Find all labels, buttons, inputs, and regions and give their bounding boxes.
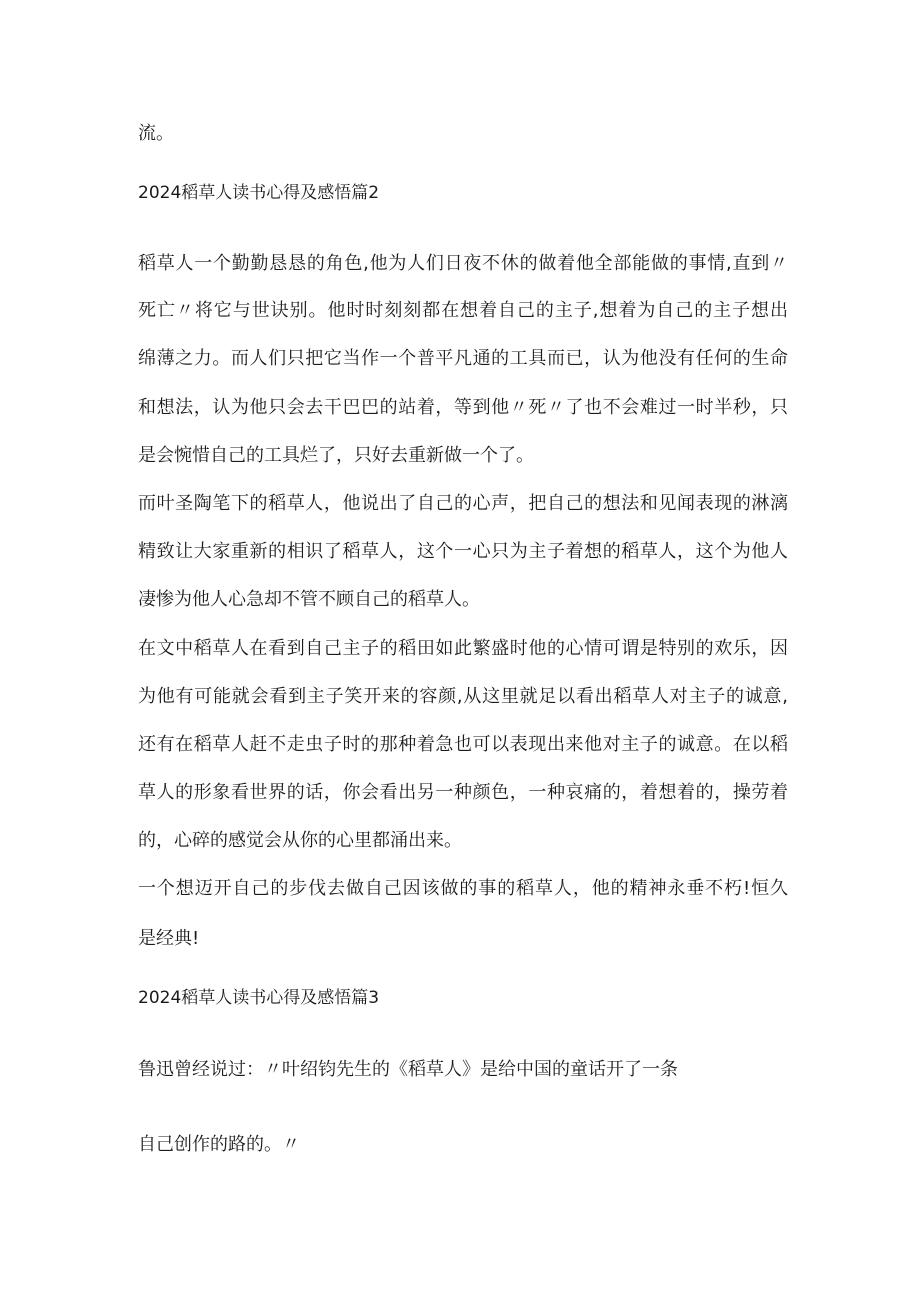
paragraph-line: 还有在稻草人赶不走虫子时的那种着急也可以表现出来他对主子的诚意。在以稻 <box>138 734 788 755</box>
paragraph-line: 草人的形象看世界的话，你会看出另一种颜色，一种哀痛的，着想着的，操劳着 <box>138 782 788 803</box>
section-heading-3: 2024稻草人读书心得及感悟篇3 <box>138 988 380 1008</box>
paragraph-line: 一个想迈开自己的步伐去做自己因该做的事的稻草人，他的精神永垂不朽!恒久 <box>138 878 788 899</box>
paragraph-line: 是经典! <box>138 928 200 949</box>
paragraph-line: 在文中稻草人在看到自己主子的稻田如此繁盛时他的心情可谓是特别的欢乐，因 <box>138 638 788 659</box>
paragraph-line: 为他有可能就会看到主子笑开来的容颜,从这里就足以看出稻草人对主子的诚意, <box>138 686 788 707</box>
paragraph-line: 自己创作的路的。〃 <box>138 1134 300 1155</box>
section-heading-2: 2024稻草人读书心得及感悟篇2 <box>138 183 380 203</box>
paragraph-line: 和想法，认为他只会去干巴巴的站着，等到他〃死〃了也不会难过一时半秒，只 <box>138 397 788 418</box>
paragraph-line: 稻草人一个勤勤恳恳的角色,他为人们日夜不休的做着他全部能做的事情,直到〃 <box>138 253 788 274</box>
paragraph-line: 是会惋惜自己的工具烂了，只好去重新做一个了。 <box>138 445 534 466</box>
paragraph-line: 死亡〃将它与世诀别。他时时刻刻都在想着自己的主子,想着为自己的主子想出 <box>138 300 788 321</box>
paragraph-line: 流。 <box>138 123 174 144</box>
paragraph-line: 绵薄之力。而人们只把它当作一个普平凡通的工具而已，认为他没有任何的生命 <box>138 348 788 369</box>
paragraph-line: 凄惨为他人心急却不管不顾自己的稻草人。 <box>138 589 480 610</box>
paragraph-line: 而叶圣陶笔下的稻草人，他说出了自己的心声，把自己的想法和见闻表现的淋漓 <box>138 493 788 514</box>
paragraph-line: 的，心碎的感觉会从你的心里都涌出来。 <box>138 830 462 851</box>
paragraph-line: 鲁迅曾经说过：〃叶绍钧先生的《稻草人》是给中国的童话开了一条 <box>138 1059 678 1080</box>
paragraph-line: 精致让大家重新的相识了稻草人，这个一心只为主子着想的稻草人，这个为他人 <box>138 541 788 562</box>
